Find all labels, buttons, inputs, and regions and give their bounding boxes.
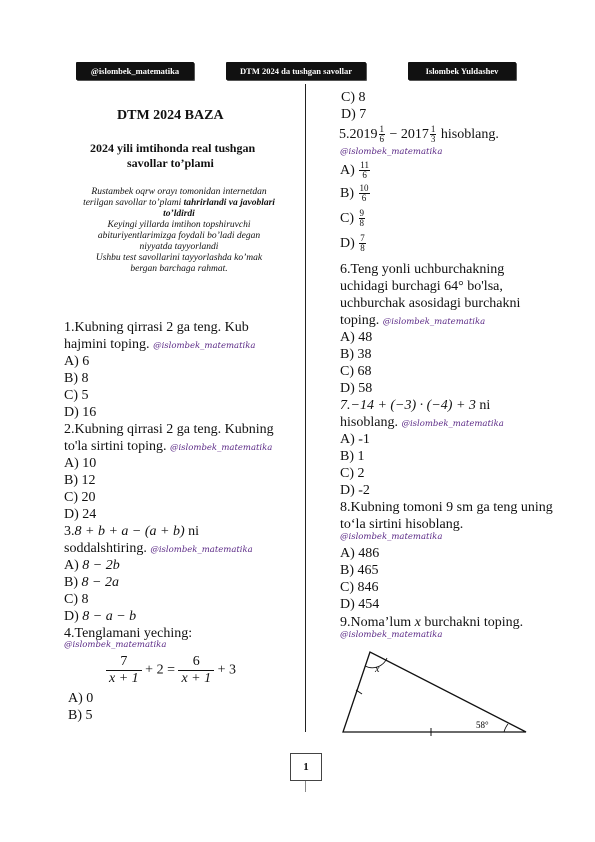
- q3-option-a: A) 8 − 2b: [64, 558, 120, 573]
- watermark: @islombek_matematika: [340, 147, 443, 157]
- angle-58-arc: [504, 724, 508, 732]
- q3-expression: 8 + b + a − (a + b): [74, 524, 185, 539]
- q6-option-c: C) 68: [340, 364, 372, 379]
- q1-line2: hajmini toping. @islombek_matematika: [64, 337, 256, 352]
- q6-option-a: A) 48: [340, 330, 373, 345]
- watermark: @islombek_matematika: [382, 317, 486, 327]
- q5-option-b: B) $\frac{10}{6}$: [340, 183, 369, 204]
- intro-line: bergan barchaga rahmat.: [130, 264, 228, 274]
- q9-line1: 9.Noma’lum x burchakni toping.: [340, 615, 524, 630]
- header-left-tag: @islombek_matematika: [76, 62, 194, 80]
- intro-bold: tahrirlandi va javoblari: [183, 198, 275, 208]
- q2-option-d: D) 24: [64, 507, 97, 522]
- q7-option-d: D) -2: [340, 483, 370, 498]
- q5-fraction-2: $\frac{1}{3}$: [430, 124, 436, 145]
- watermark: @islombek_matematika: [340, 532, 443, 542]
- q5-option-d: D) $\frac{7}{8}$: [340, 233, 365, 254]
- intro-line: Ushbu test savollarini tayyorlashda ko’mak: [95, 253, 263, 263]
- angle-58-label: 58°: [476, 720, 489, 730]
- q4-option-c: C) 8: [341, 90, 366, 105]
- triangle-figure: [340, 644, 540, 740]
- q3-option-d: D) 8 − a − b: [64, 609, 137, 624]
- q6-line1: 6.Teng yonli uchburchakning: [340, 262, 505, 277]
- q4-option-b: B) 5: [68, 708, 93, 723]
- q6-line2: uchidagi burchagi 64° bo'lsa,: [340, 279, 503, 294]
- q8-option-a: A) 486: [340, 546, 380, 561]
- q6-option-d: D) 58: [340, 381, 373, 396]
- q5-line1: 5.2019 $\frac{1}{6}$ − 2017 $\frac{1}{3}$ hisoblang.: [339, 124, 499, 145]
- subtitle-line-2: savollar to’plami: [127, 156, 214, 170]
- watermark: @islombek_matematika: [401, 419, 504, 429]
- header-center-tag: DTM 2024 da tushgan savollar: [226, 62, 366, 80]
- q2-option-c: C) 20: [64, 490, 96, 505]
- q8-option-d: D) 454: [340, 597, 380, 612]
- watermark: @islombek_matematika: [64, 640, 167, 650]
- watermark: @islombek_matematika: [150, 545, 253, 555]
- q4-line1: 4.Tenglamani yeching:: [64, 626, 193, 641]
- q1-line1: 1.Kubning qirrasi 2 ga teng. Kub: [64, 320, 249, 335]
- q4-equation: $\frac{7}{x + 1}$ + 2 = $\frac{6}{x + 1}$ + 3: [106, 654, 236, 687]
- q4-fraction-2: $\frac{6}{x + 1}$: [178, 654, 214, 687]
- header-right-tag: Islombek Yuldashev: [408, 62, 516, 80]
- q6-line4: toping. @islombek_matematika: [340, 313, 486, 328]
- intro-line: Rustambek oqrw orayı tomonidan internetdan: [91, 187, 267, 197]
- q4-option-d: D) 7: [341, 107, 367, 122]
- q2-line2: to'la sirtini toping. @islombek_matematika: [64, 439, 273, 454]
- intro-line: to’ldirdi: [163, 209, 195, 219]
- q3-line1: 3.8 + b + a − (a + b) ni: [64, 524, 200, 539]
- q7-line2: hisoblang. @islombek_matematika: [340, 415, 504, 430]
- q2-line1: 2.Kubning qirrasi 2 ga teng. Kubning: [64, 422, 274, 437]
- q1-option-d: D) 16: [64, 405, 97, 420]
- intro-line: niyyatda tayyorlandi: [139, 242, 219, 252]
- q7-expression: 7.−14 + (−3) · (−4) + 3: [340, 398, 476, 413]
- triangle: [343, 652, 526, 732]
- intro-line: terilgan savollar to’plami tahrirlandi va javoblari: [83, 198, 275, 208]
- q3-line2: soddalshtiring. @islombek_matematika: [64, 541, 253, 556]
- angle-x-label: x: [375, 664, 380, 675]
- q7-option-b: B) 1: [340, 449, 365, 464]
- intro-line: Keyingi yillarda imtihon topshiruvchi: [107, 220, 251, 230]
- q8-option-c: C) 846: [340, 580, 379, 595]
- q1-option-b: B) 8: [64, 371, 89, 386]
- q2-option-b: B) 12: [64, 473, 96, 488]
- page-number: 1: [290, 753, 322, 781]
- q3-option-b: B) 8 − 2a: [64, 575, 119, 590]
- subtitle-line-1: 2024 yili imtihonda real tushgan: [90, 141, 256, 155]
- q8-line2: to‘la sirtini hisoblang.: [340, 517, 464, 532]
- page-title: DTM 2024 BAZA: [117, 108, 224, 123]
- intro-line: abituriyentlarimizga foydali bo’ladi degan: [97, 231, 261, 241]
- q5-option-c: C) $\frac{9}{8}$: [340, 208, 364, 229]
- q6-option-b: B) 38: [340, 347, 372, 362]
- q7-option-c: C) 2: [340, 466, 365, 481]
- watermark: @islombek_matematika: [153, 341, 256, 351]
- q7-line1: 7.−14 + (−3) · (−4) + 3 ni: [340, 398, 491, 413]
- q1-option-a: A) 6: [64, 354, 90, 369]
- watermark: @islombek_matematika: [169, 443, 273, 453]
- q6-line3: uchburchak asosidagi burchakni: [340, 296, 521, 311]
- q2-option-a: A) 10: [64, 456, 97, 471]
- q4-option-a: A) 0: [68, 691, 94, 706]
- intro-text: [74, 187, 284, 275]
- q5-option-a: A) $\frac{11}{6}$: [340, 160, 369, 181]
- q4-fraction-1: $\frac{7}{x + 1}$: [106, 654, 142, 687]
- q3-option-c: C) 8: [64, 592, 89, 607]
- column-divider: [305, 84, 306, 732]
- q1-option-c: C) 5: [64, 388, 89, 403]
- q7-option-a: A) -1: [340, 432, 370, 447]
- q5-fraction-1: $\frac{1}{6}$: [379, 124, 384, 145]
- q8-line1: 8.Kubning tomoni 9 sm ga teng uning: [340, 500, 553, 515]
- q8-option-b: B) 465: [340, 563, 379, 578]
- watermark: @islombek_matematika: [340, 630, 443, 640]
